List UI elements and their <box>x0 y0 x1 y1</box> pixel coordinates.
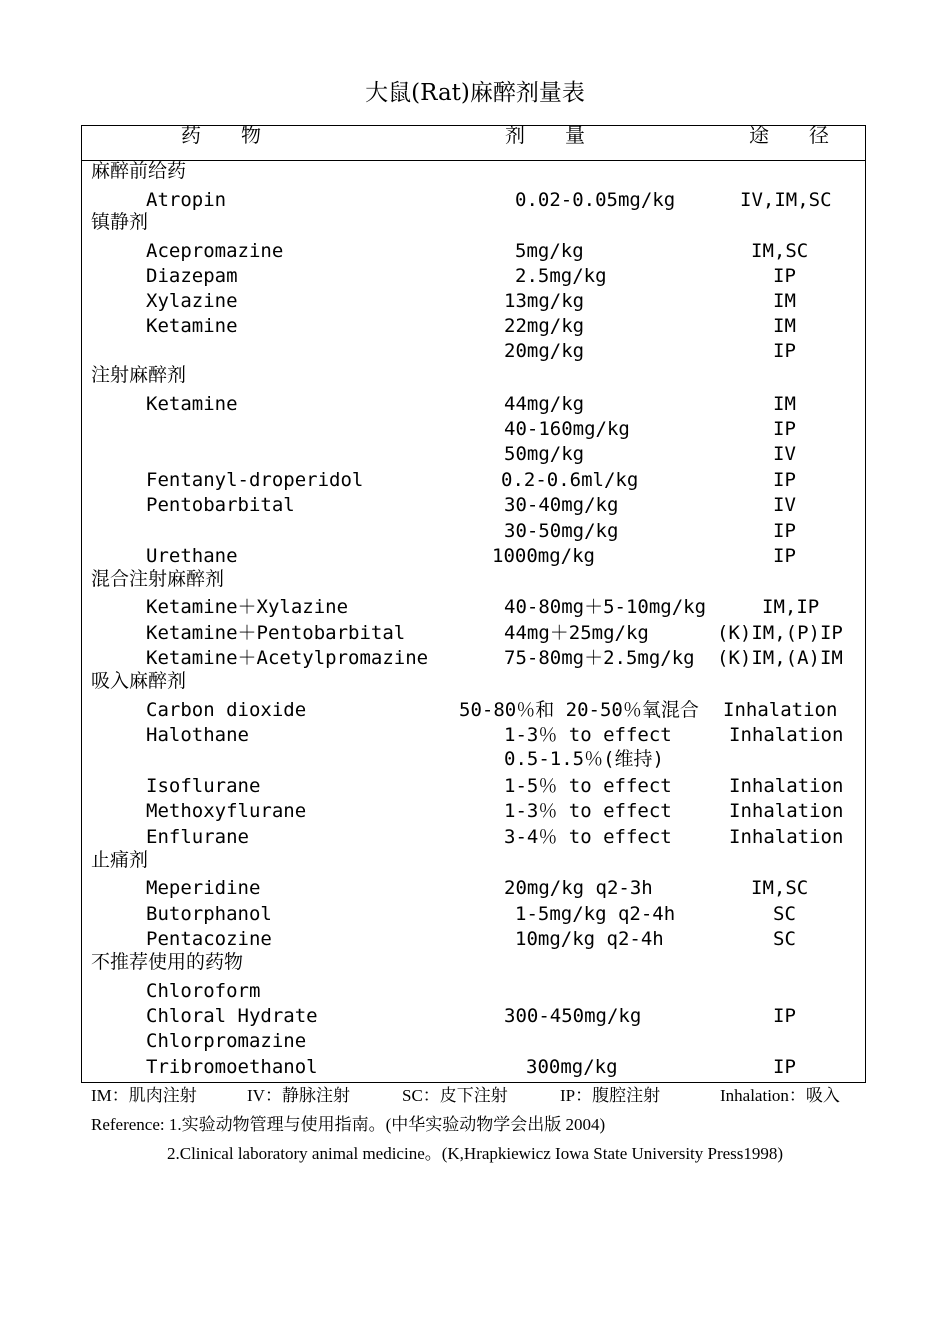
dose-value: 1000mg/kg <box>492 545 595 567</box>
page-title: 大鼠(Rat)麻醉剂量表 <box>365 80 585 106</box>
drug-name: Enflurane <box>146 826 249 848</box>
dose-value: 5mg/kg <box>515 240 584 262</box>
route-value: (K)IM,(A)IM <box>717 647 843 669</box>
drug-name: Chlorpromazine <box>146 1030 307 1052</box>
drug-name: Ketamine <box>146 393 238 415</box>
route-value: IM,SC <box>751 877 809 899</box>
route-value: SC <box>773 928 796 950</box>
route-value: IP <box>773 545 796 567</box>
drug-name: Tribromoethanol <box>146 1056 318 1078</box>
dose-value: 1-5mg/kg q2-4h <box>515 903 676 925</box>
category-heading: 混合注射麻醉剂 <box>91 568 225 590</box>
dose-value: 20mg/kg q2-3h <box>504 877 653 899</box>
route-value: Inhalation <box>723 699 838 721</box>
drug-name: Fentanyl-droperidol <box>146 469 364 491</box>
route-value: Inhalation <box>729 775 844 797</box>
reference-2: 2.Clinical laboratory animal medicine。(K,Hrapkiewicz Iowa State University Press1998) <box>167 1144 784 1163</box>
dose-value: 0.02-0.05mg/kg <box>515 189 676 211</box>
category-heading: 止痛剂 <box>91 849 149 871</box>
drug-name: Ketamine＋Acetylpromazine <box>146 647 429 669</box>
route-value: IM,IP <box>762 596 820 618</box>
dose-value: 50-80％和 20-50％氧混合 <box>459 699 699 721</box>
legend-im: IM：肌肉注射 <box>91 1086 197 1105</box>
drug-name: Atropin <box>146 189 227 211</box>
column-header-route: 途 径 <box>749 123 829 147</box>
route-value: IM,SC <box>751 240 809 262</box>
category-heading: 麻醉前给药 <box>91 160 187 182</box>
drug-name: Chloroform <box>146 980 261 1002</box>
dose-value: 40-80mg＋5-10mg/kg <box>504 596 707 618</box>
drug-name: Ketamine＋Xylazine <box>146 596 349 618</box>
route-value: IP <box>773 265 796 287</box>
route-value: SC <box>773 903 796 925</box>
dose-value: 22mg/kg <box>504 315 585 337</box>
drug-name: Halothane <box>146 724 249 746</box>
route-value: IP <box>773 469 796 491</box>
dose-value: 40-160mg/kg <box>504 418 630 440</box>
drug-name: Methoxyflurane <box>146 800 307 822</box>
dose-value: 75-80mg＋2.5mg/kg <box>504 647 695 669</box>
dose-value: 20mg/kg <box>504 340 585 362</box>
column-header-drug: 药 物 <box>181 123 261 147</box>
drug-name: Chloral Hydrate <box>146 1005 318 1027</box>
dose-value: 50mg/kg <box>504 443 585 465</box>
route-value: Inhalation <box>729 724 844 746</box>
dose-value: 30-40mg/kg <box>504 494 619 516</box>
route-value: IP <box>773 340 796 362</box>
legend-inhalation: Inhalation：吸入 <box>720 1086 840 1105</box>
drug-name: Urethane <box>146 545 238 567</box>
dose-value: 2.5mg/kg <box>515 265 607 287</box>
legend-ip: IP：腹腔注射 <box>560 1086 661 1105</box>
dose-value: 1-3％ to effect <box>504 724 672 746</box>
drug-name: Ketamine <box>146 315 238 337</box>
route-value: IM <box>773 315 796 337</box>
column-header-dose: 剂 量 <box>505 123 585 147</box>
drug-name: Meperidine <box>146 877 261 899</box>
drug-name: Xylazine <box>146 290 238 312</box>
category-heading: 不推荐使用的药物 <box>91 951 244 973</box>
route-value: IM <box>773 393 796 415</box>
dose-value: 3-4％ to effect <box>504 826 672 848</box>
header-divider <box>81 160 866 161</box>
legend-sc: SC：皮下注射 <box>402 1086 508 1105</box>
drug-name: Diazepam <box>146 265 238 287</box>
drug-name: Ketamine＋Pentobarbital <box>146 622 406 644</box>
dose-value: 300-450mg/kg <box>504 1005 642 1027</box>
route-value: (K)IM,(P)IP <box>717 622 843 644</box>
category-heading: 吸入麻醉剂 <box>91 670 187 692</box>
route-value: IP <box>773 520 796 542</box>
dose-value: 13mg/kg <box>504 290 585 312</box>
route-value: IP <box>773 1056 796 1078</box>
route-value: IV,IM,SC <box>740 189 832 211</box>
dose-value: 44mg＋25mg/kg <box>504 622 649 644</box>
dose-value: 44mg/kg <box>504 393 585 415</box>
drug-name: Carbon dioxide <box>146 699 307 721</box>
dose-value: 0.5-1.5％(维持) <box>504 748 664 770</box>
route-value: Inhalation <box>729 826 844 848</box>
route-value: IP <box>773 418 796 440</box>
drug-name: Pentobarbital <box>146 494 295 516</box>
drug-name: Acepromazine <box>146 240 284 262</box>
route-value: IM <box>773 290 796 312</box>
route-value: IV <box>773 443 796 465</box>
route-value: IP <box>773 1005 796 1027</box>
drug-name: Pentacozine <box>146 928 272 950</box>
dose-value: 10mg/kg q2-4h <box>515 928 664 950</box>
legend-iv: IV：静脉注射 <box>247 1086 350 1105</box>
dose-value: 300mg/kg <box>526 1056 618 1078</box>
category-heading: 镇静剂 <box>91 211 149 233</box>
drug-name: Butorphanol <box>146 903 272 925</box>
category-heading: 注射麻醉剂 <box>91 364 187 386</box>
dose-value: 30-50mg/kg <box>504 520 619 542</box>
dose-value: 1-3％ to effect <box>504 800 672 822</box>
route-value: IV <box>773 494 796 516</box>
drug-name: Isoflurane <box>146 775 261 797</box>
dose-value: 0.2-0.6ml/kg <box>501 469 639 491</box>
reference-1: Reference: 1.实验动物管理与使用指南。(中华实验动物学会出版 2004) <box>91 1115 606 1134</box>
dose-value: 1-5％ to effect <box>504 775 672 797</box>
route-value: Inhalation <box>729 800 844 822</box>
